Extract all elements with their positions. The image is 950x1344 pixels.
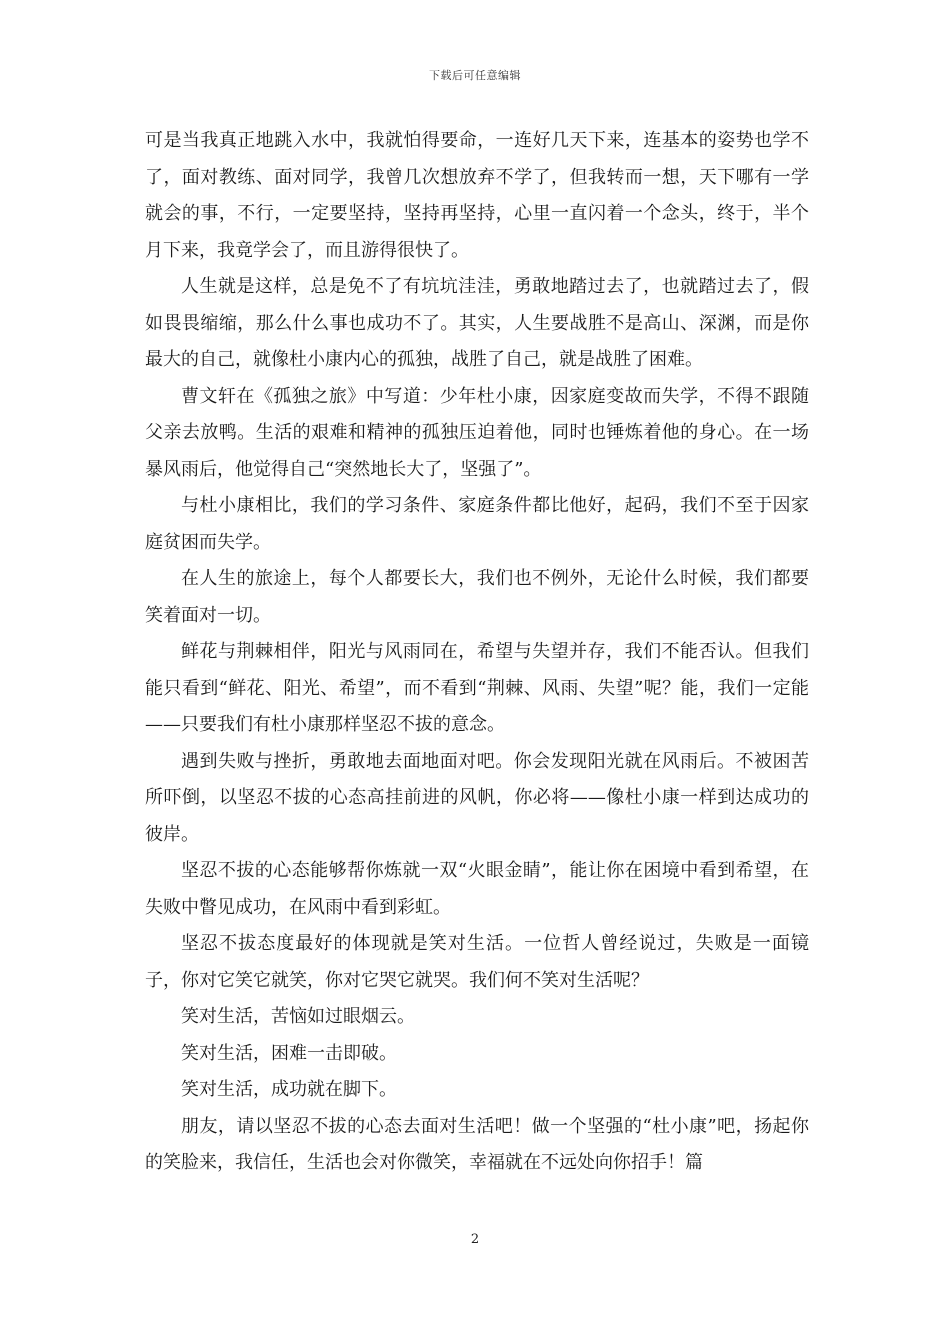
paragraph-10: 笑对生活，苦恼如过眼烟云。 xyxy=(181,1006,415,1027)
paragraph-4: 与杜小康相比，我们的学习条件、家庭条件都比他好，起码，我们不至于因家庭贫困而失学。 xyxy=(145,495,809,553)
paragraph-9: 坚忍不拔态度最好的体现就是笑对生活。一位哲人曾经说过，失败是一面镜子，你对它笑它就笑，你对它哭它就哭。我们何不笑对生活呢？ xyxy=(145,933,809,991)
paragraph-1: 可是当我真正地跳入水中，我就怕得要命，一连好几天下来，连基本的姿势也学不了，面对教练、面对同学，我曾几次想放弃不学了，但我转而一想，天下哪有一学就会的事，不行，一定要坚持，坚持再坚持，心里一直闪着一个念头，终于，半个月下来，我竟学会了，而且游得很快了。 xyxy=(145,130,809,261)
document-body xyxy=(145,123,809,1182)
paragraph-3: 曹文轩在《孤独之旅》中写道：少年杜小康，因家庭变故而失学，不得不跟随父亲去放鸭。生活的艰难和精神的孤独压迫着他，同时也锤炼着他的身心。在一场暴风雨后，他觉得自己“突然地长大了，坚强了”。 xyxy=(145,385,809,480)
paragraph-11: 笑对生活，困难一击即破。 xyxy=(181,1042,397,1064)
paragraph-6: 鲜花与荆棘相伴，阳光与风雨同在，希望与失望并存，我们不能否认。但我们能只看到“鲜花、阳光、希望”，而不看到“荆棘、风雨、失望”呢？能，我们一定能——只要我们有杜小康那样坚忍不拔的意念。 xyxy=(145,641,809,735)
paragraph-7: 遇到失败与挫折，勇敢地去面地面对吧。你会发现阳光就在风雨后。不被困苦所吓倒，以坚忍不拔的心态高挂前进的风帆，你必将——像杜小康一样到达成功的彼岸。 xyxy=(145,750,809,845)
paragraph-8: 坚忍不拔的心态能够帮你炼就一双“火眼金睛”，能让你在困境中看到希望，在失败中瞥见成功，在风雨中看到彩虹。 xyxy=(145,860,809,918)
paragraph-5: 在人生的旅途上，每个人都要长大，我们也不例外，无论什么时候，我们都要笑着面对一切。 xyxy=(145,568,809,626)
paragraph-2: 人生就是这样，总是免不了有坑坑洼洼，勇敢地踏过去了，也就踏过去了，假如畏畏缩缩，那么什么事也成功不了。其实，人生要战胜不是高山、深渊，而是你最大的自己，就像杜小康内心的孤独，战胜了自己，就是战胜了困难。 xyxy=(145,276,809,370)
paragraph-13: 朋友，请以坚忍不拔的心态去面对生活吧！做一个坚强的“杜小康”吧，扬起你的笑脸来，我信任，生活也会对你微笑，幸福就在不远处向你招手！篇 xyxy=(145,1115,809,1173)
page-header: 下载后可任意编辑 xyxy=(429,69,521,82)
paragraph-12: 笑对生活，成功就在脚下。 xyxy=(181,1079,397,1100)
page-number: 2 xyxy=(470,1232,480,1247)
